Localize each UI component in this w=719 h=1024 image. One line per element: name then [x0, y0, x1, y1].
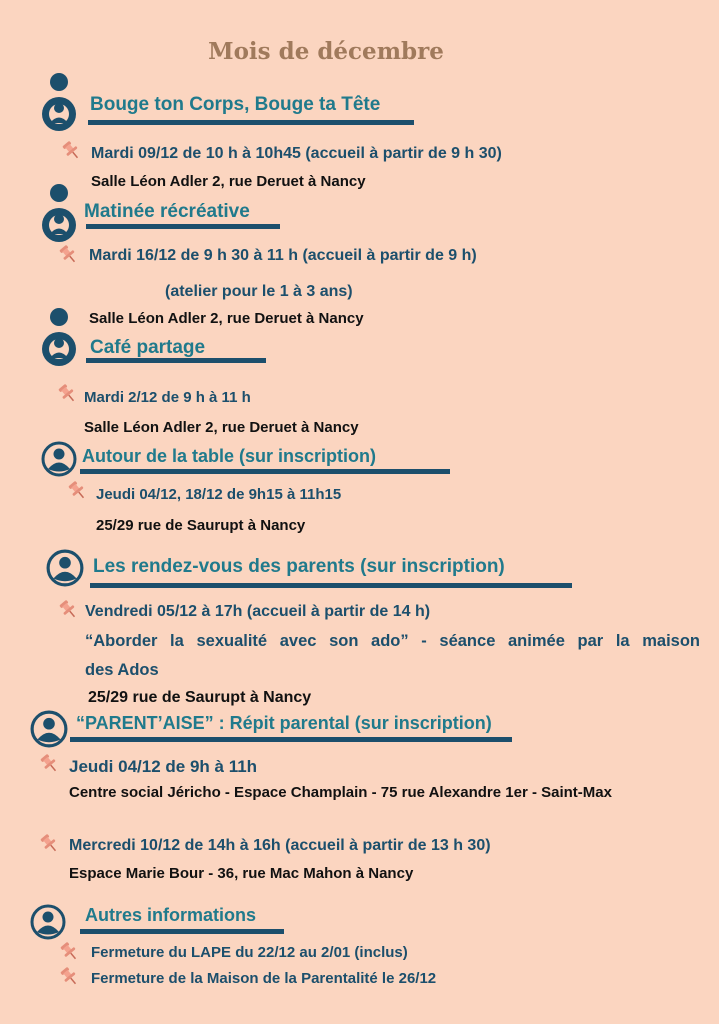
section-heading-autour: Autour de la table (sur inscription)	[82, 446, 377, 466]
event-address: 25/29 rue de Saurupt à Nancy	[88, 689, 312, 706]
page-title: Mois de décembre	[208, 38, 444, 65]
person-icon	[41, 307, 77, 367]
pushpin-icon	[57, 598, 79, 620]
user-circle-icon	[41, 441, 77, 477]
user-circle-icon	[30, 904, 66, 940]
section-heading-autres: Autres informations	[85, 905, 257, 925]
section-heading-bouge: Bouge ton Corps, Bouge ta Tête	[90, 94, 381, 115]
event-date: Mardi 09/12 de 10 h à 10h45 (accueil à partir de 9 h 30)	[91, 145, 502, 162]
event-address: Salle Léon Adler 2, rue Deruet à Nancy	[91, 173, 366, 190]
section-heading-matinee: Matinée récréative	[84, 201, 250, 222]
heading-underline	[80, 929, 284, 934]
event-date: Vendredi 05/12 à 17h (accueil à partir de 14 h)	[85, 603, 431, 620]
event-date: Jeudi 04/12 de 9h à 11h	[69, 757, 258, 776]
event-date: Mardi 2/12 de 9 h à 11 h	[84, 389, 251, 406]
section-heading-cafe: Café partage	[90, 337, 206, 358]
section-heading-parentaise: “PARENT’AISE” : Répit parental (sur inscription)	[76, 713, 492, 733]
pushpin-icon	[58, 940, 80, 962]
event-address: Espace Marie Bour - 36, rue Mac Mahon à Nancy	[69, 865, 414, 882]
person-icon	[41, 183, 77, 243]
heading-underline	[80, 469, 450, 474]
event-note: (atelier pour le 1 à 3 ans)	[165, 283, 353, 300]
event-date: Jeudi 04/12, 18/12 de 9h15 à 11h15	[96, 486, 342, 503]
heading-underline	[86, 358, 266, 363]
info-line: Fermeture du LAPE du 22/12 au 2/01 (inclus)	[91, 944, 408, 961]
event-description-cont: des Ados	[85, 661, 159, 679]
person-icon	[41, 72, 77, 132]
user-circle-icon	[30, 710, 68, 748]
user-circle-icon	[46, 549, 84, 587]
pushpin-icon	[60, 139, 82, 161]
heading-underline	[86, 224, 280, 229]
event-date: Mercredi 10/12 de 14h à 16h (accueil à partir de 13 h 30)	[69, 837, 491, 854]
heading-underline	[88, 120, 414, 125]
event-date: Mardi 16/12 de 9 h 30 à 11 h (accueil à partir de 9 h)	[89, 247, 477, 264]
pushpin-icon	[58, 965, 80, 987]
event-address: Centre social Jéricho - Espace Champlain - 75 rue Alexandre 1er - Saint-Max	[69, 784, 612, 801]
event-description: “Aborder la sexualité avec son ado” - séance animée par la maison	[85, 632, 700, 650]
event-address: 25/29 rue de Saurupt à Nancy	[96, 517, 306, 534]
pushpin-icon	[56, 382, 78, 404]
event-address: Salle Léon Adler 2, rue Deruet à Nancy	[84, 419, 359, 436]
pushpin-icon	[57, 243, 79, 265]
pushpin-icon	[66, 479, 88, 501]
info-line: Fermeture de la Maison de la Parentalité le 26/12	[91, 970, 437, 987]
pushpin-icon	[38, 752, 60, 774]
event-address: Salle Léon Adler 2, rue Deruet à Nancy	[89, 310, 364, 327]
pushpin-icon	[38, 832, 60, 854]
heading-underline	[70, 737, 512, 742]
section-heading-rendezvous: Les rendez-vous des parents (sur inscription)	[93, 556, 505, 577]
heading-underline	[90, 583, 572, 588]
